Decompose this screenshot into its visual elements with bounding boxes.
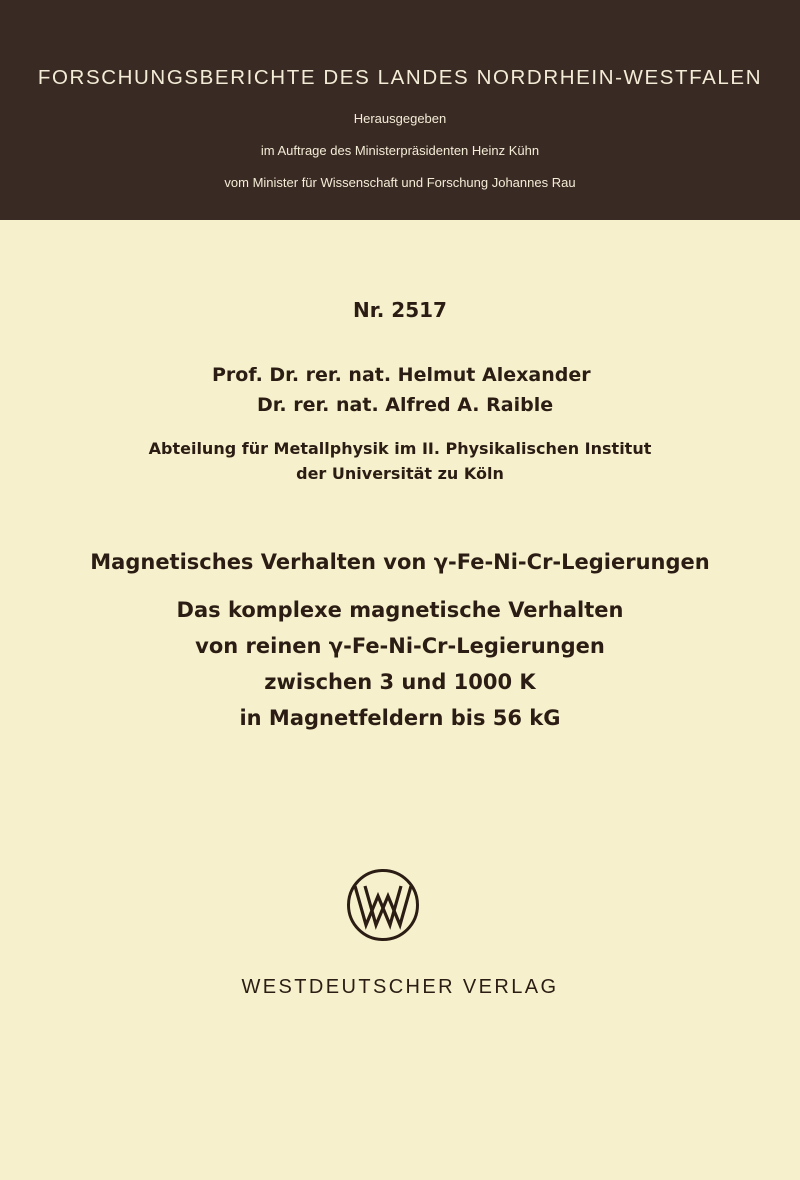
- university-line: der Universität zu Köln: [296, 464, 504, 483]
- report-number: Nr. 2517: [353, 298, 447, 322]
- subtitle-line: Das komplexe magnetische Verhalten: [176, 598, 624, 622]
- editor-line: Herausgegeben: [353, 111, 447, 126]
- main-title: Magnetisches Verhalten von γ-Fe-Ni-Cr-Legierungen: [90, 550, 710, 574]
- author-name: Prof. Dr. rer. nat. Helmut Alexander: [212, 364, 591, 386]
- subtitle-line: von reinen γ-Fe-Ni-Cr-Legierungen: [195, 634, 605, 658]
- publisher-name: WESTDEUTSCHER VERLAG: [241, 976, 559, 998]
- subtitle-line: zwischen 3 und 1000 K: [264, 670, 536, 694]
- series-title: FORSCHUNGSBERICHTE DES LANDES NORDRHEIN-WESTFALEN: [37, 66, 763, 89]
- department-block: [0, 436, 800, 486]
- subtitle-block: [0, 592, 800, 736]
- subtitle-line: in Magnetfeldern bis 56 kG: [239, 706, 561, 730]
- ww-monogram-logo-icon: [346, 868, 420, 942]
- minister-line: vom Minister für Wissenschaft und Forschung Johannes Rau: [224, 175, 576, 190]
- commission-line: im Auftrage des Ministerpräsidenten Heinz Kühn: [260, 143, 540, 158]
- department-line: Abteilung für Metallphysik im II. Physikalischen Institut: [148, 439, 652, 458]
- author-name: Dr. rer. nat. Alfred A. Raible: [257, 394, 554, 416]
- header-band: [0, 0, 800, 220]
